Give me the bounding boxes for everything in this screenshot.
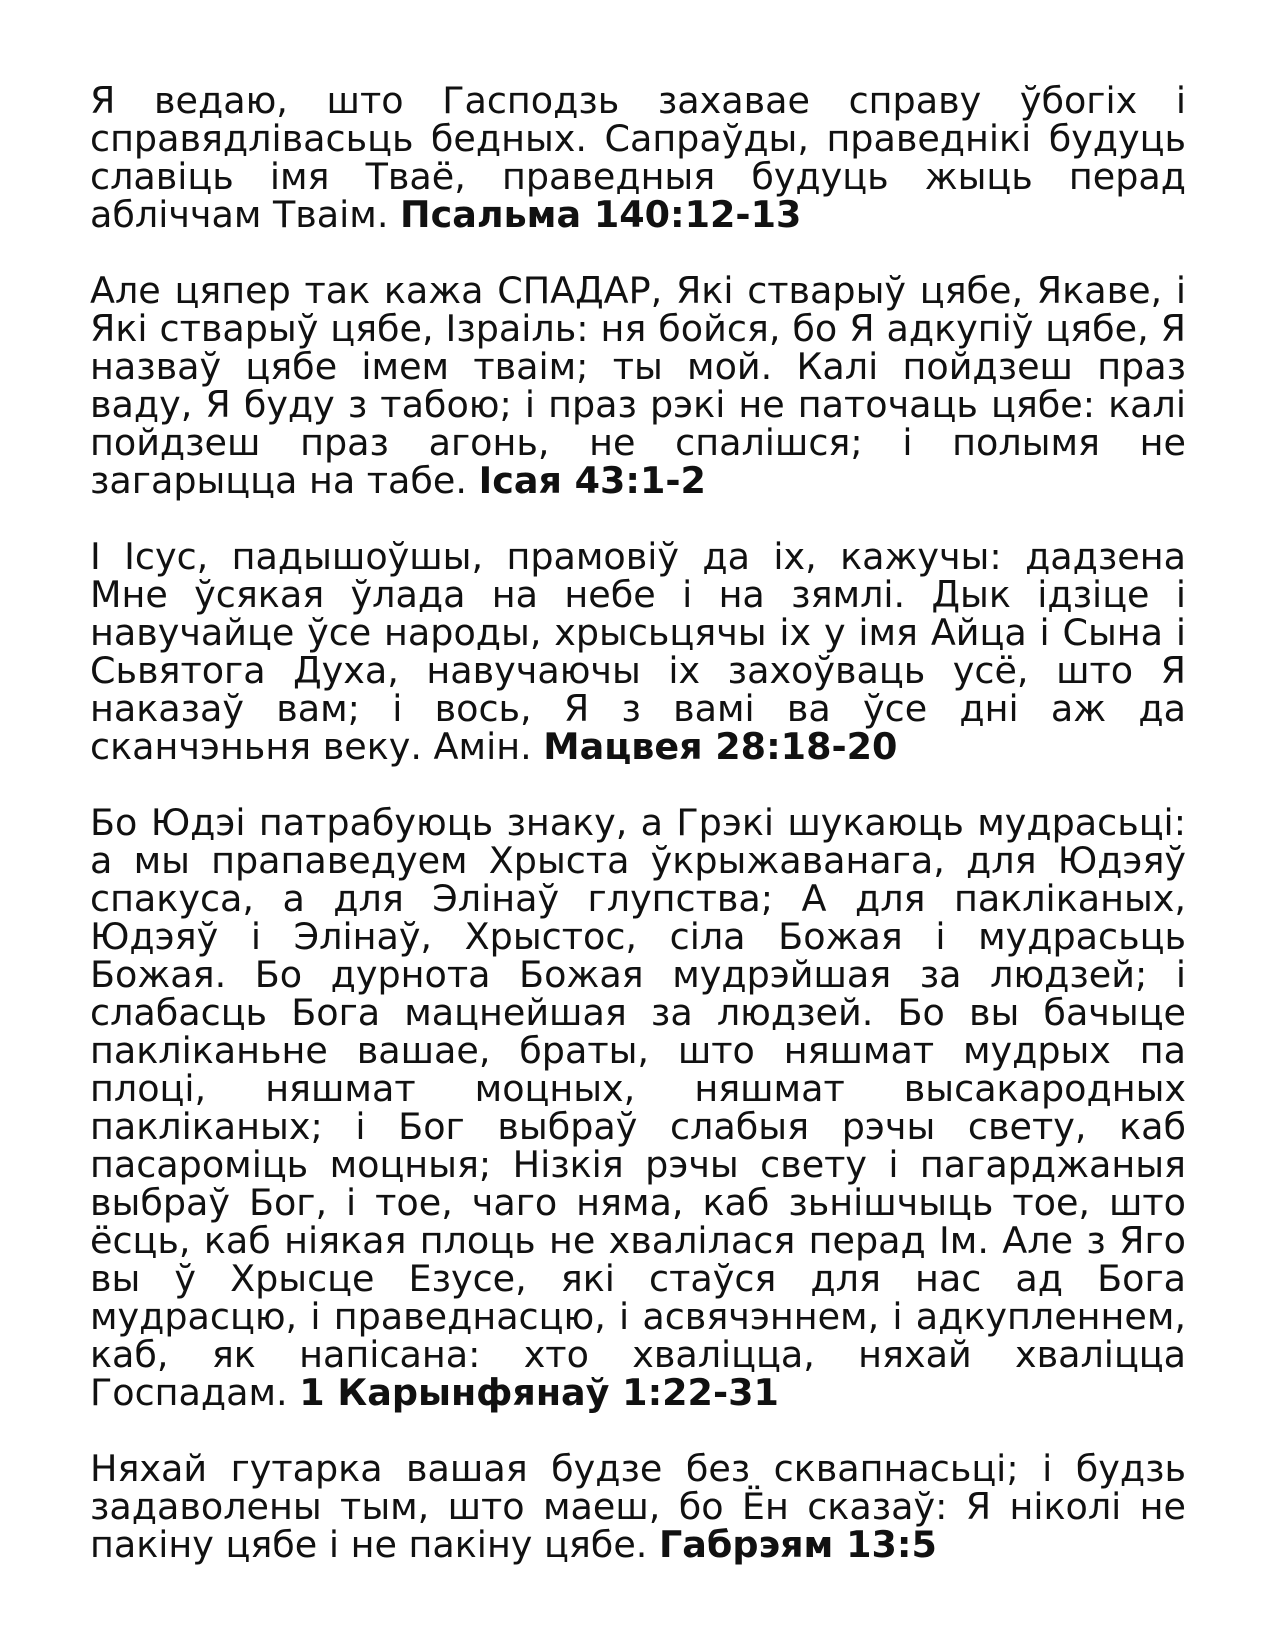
- passage-corinthians: [90, 801, 1186, 1414]
- passage-isaiah: [90, 269, 1186, 502]
- scripture-reference: Ісая 43:1-2: [478, 459, 706, 502]
- passage-text: Бо Юдэі патрабуюць знаку, а Грэкі шукаюць мудрасьці: а мы прапаведуем Хрыста ўкрыжаванага, для Юдэяў спакуса, а для Элінаў глупства; А для пакліканых, Юдэяў і Элінаў, Хрыстос, сіла Божая і мудрасьць Божая. Бо дурнота Божая мудрэйшая за людзей; і слабасць Бога мацнейшая за людзей. Бо вы бачыце пакліканьне вашае, браты, што няшмат мудрых па плоці, няшмат моцных, няшмат высакародных пакліканых; і Бог выбраў слабыя рэчы свету, каб пасароміць моцныя; Нізкія рэчы свету і пагарджаныя выбраў Бог, і тое, чаго няма, каб зьнішчыць тое, што ёсць, каб ніякая плоць не хвалілася перад Ім. Але з Яго вы ў Хрысце Езусе, які стаўся для нас ад Бога мудрасцю, і праведнасцю, і асвячэннем, і адкупленнем, каб, як напісана: хто хваліцца, няхай хваліцца Госпадам.: [90, 801, 1186, 1414]
- scripture-reference: 1 Карынфянаў 1:22-31: [299, 1371, 779, 1414]
- scripture-reference: Габрэям 13:5: [658, 1523, 937, 1566]
- scripture-reference: Мацвея 28:18-20: [543, 725, 898, 768]
- passage-hebrews: [90, 1447, 1186, 1566]
- scripture-reference: Псальма 140:12-13: [400, 193, 802, 236]
- passage-text: І Ісус, падышоўшы, прамовіў да іх, кажучы: дадзена Мне ўсякая ўлада на небе і на зямлі. Дык ідзіце і навучайце ўсе народы, хрысьцячы іх у імя Айца і Сына і Сьвятога Духа, навучаючы іх захоўваць усё, што Я наказаў вам; і вось, Я з вамі ва ўсе дні аж да сканчэньня веку. Амін.: [90, 535, 1186, 768]
- passage-psalm: [90, 79, 1186, 236]
- passage-matthew: [90, 535, 1186, 768]
- passage-text: Няхай гутарка вашая будзе без сквапнасьці; і будзь задаволены тым, што маеш, бо Ён сказаў: Я ніколі не пакіну цябе і не пакіну цябе.: [90, 1447, 1186, 1566]
- passage-text: Але цяпер так кажа СПАДАР, Які стварыў цябе, Якаве, і Які стварыў цябе, Ізраіль: ня бойся, бо Я адкупіў цябе, Я назваў цябе імем тваім; ты мой. Калі пойдзеш праз ваду, Я буду з табою; і праз рэкі не паточаць цябе: калі пойдзеш праз агонь, не спалішся; і полымя не загарыцца на табе.: [90, 269, 1186, 502]
- document-page: [90, 79, 1186, 1566]
- passage-text: Я ведаю, што Гасподзь захавае справу ўбогіх і справядлівасьць бедных. Сапраўды, праведнікі будуць славіць імя Тваё, праведныя будуць жыць перад абліччам Тваім.: [90, 79, 1186, 236]
